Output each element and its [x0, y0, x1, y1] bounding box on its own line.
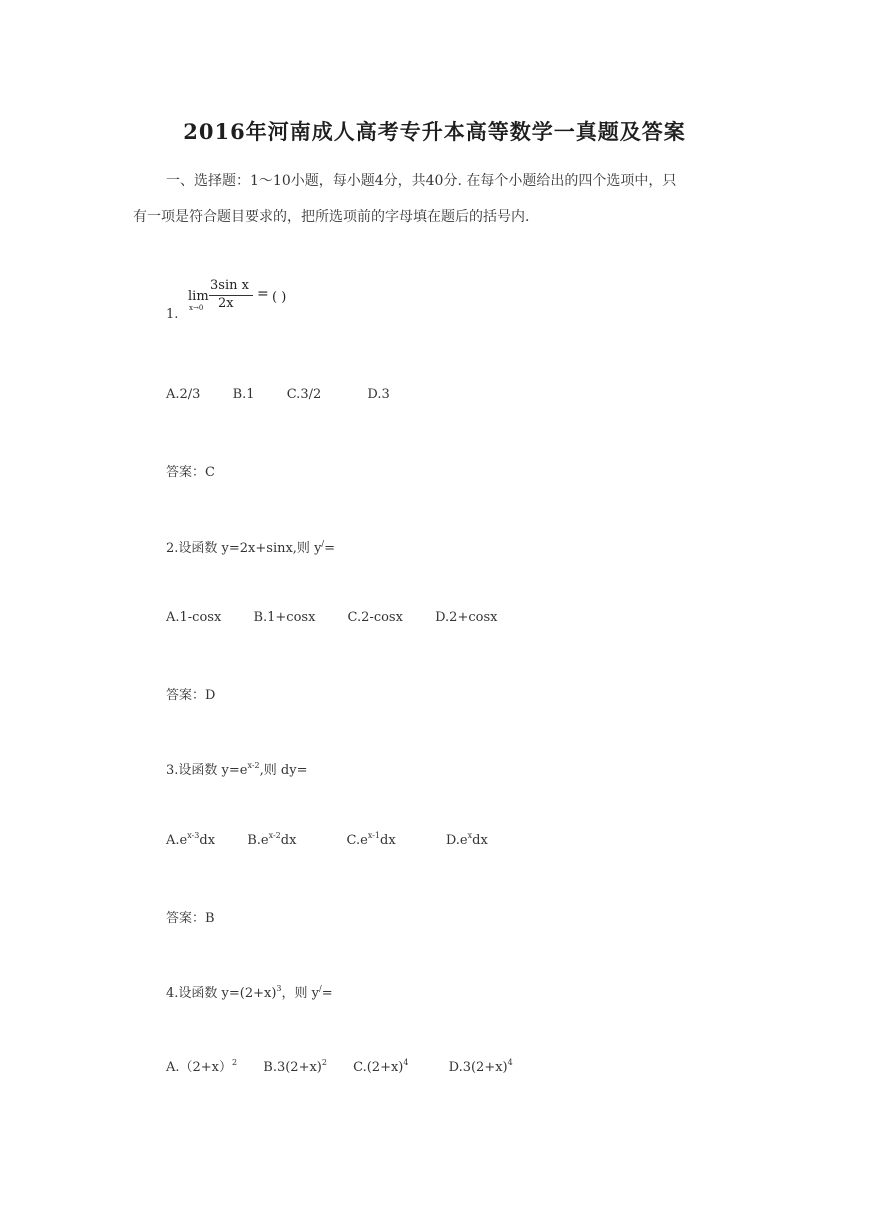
answer-parentheses: ( ) [272, 290, 287, 305]
option-b-base: B.3(2+x) [263, 1060, 322, 1075]
option-d-base: D.3(2+x) [448, 1060, 508, 1075]
q3-stem-text: 3.设函数 y=e [166, 763, 248, 778]
option-a-base: A.e [166, 833, 188, 848]
option-a: A.2/3 [166, 387, 201, 402]
option-a: A.1-cosx [166, 610, 222, 625]
option-d-exponent: x [467, 831, 473, 840]
q2-stem-text: 2.设函数 y=2x+sinx,则 y [166, 541, 322, 556]
question-3-options [166, 833, 488, 848]
question-2-options [166, 610, 497, 625]
option-b [247, 833, 296, 848]
option-b-differential: dx [280, 833, 297, 848]
option-c-base: C.(2+x) [353, 1060, 404, 1075]
option-b: B.1+cosx [253, 610, 316, 625]
option-a [166, 833, 215, 848]
q4-stem-text: 4.设函数 y=(2+x) [166, 986, 277, 1001]
q4-stem-mid: ，则 y [281, 986, 319, 1001]
question-3-answer: 答案：B [166, 911, 215, 926]
option-c-exponent: 4 [403, 1058, 409, 1067]
option-d-base: D.e [445, 833, 468, 848]
lim-subscript: x→0 [189, 304, 204, 312]
instructions-line-1: 一、选择题：1～10小题，每小题4分，共40分. 在每个小题给出的四个选项中，只 [166, 173, 677, 189]
option-c [347, 833, 396, 848]
lim-symbol: lim [188, 289, 209, 304]
question-3-stem [166, 759, 307, 778]
question-4-options [166, 1056, 513, 1075]
option-a-exponent: x-3 [187, 831, 200, 840]
q2-stem-tail: = [324, 541, 336, 556]
option-d [449, 1060, 513, 1075]
option-d-exponent: 4 [507, 1058, 513, 1067]
question-1-options [166, 387, 390, 402]
q3-stem-exponent: x-2 [247, 761, 260, 770]
q2-stem-prime: / [321, 539, 325, 548]
option-b-exponent: x-2 [268, 831, 281, 840]
option-b-exponent: 2 [321, 1058, 327, 1067]
option-c-differential: dx [380, 833, 396, 848]
option-d [446, 833, 488, 848]
option-a-differential: dx [199, 833, 216, 848]
question-2-answer: 答案：D [166, 688, 216, 703]
equals-sign: = [257, 286, 269, 302]
option-c: C.2-cosx [347, 610, 403, 625]
option-a [166, 1056, 237, 1075]
q4-stem-tail: = [321, 986, 333, 1001]
option-b [263, 1060, 327, 1075]
option-c-base: C.e [346, 833, 368, 848]
option-d: D.3 [367, 387, 390, 402]
page-title: 2016年河南成人高考专升本高等数学一真题及答案 [183, 119, 686, 144]
option-b-base: B.e [247, 833, 269, 848]
fraction-denominator: 2x [218, 296, 234, 311]
question-2-stem [166, 537, 335, 556]
question-4-stem [166, 982, 333, 1001]
option-d: D.2+cosx [435, 610, 498, 625]
question-1-number: 1. [166, 307, 179, 322]
question-1-answer: 答案：C [166, 465, 215, 480]
q4-stem-exponent: 3 [276, 984, 282, 993]
option-a-base: A.（2+x） [166, 1060, 233, 1075]
instructions-line-2: 有一项是符合题目要求的，把所选项前的字母填在题后的括号内. [133, 209, 530, 225]
option-c [353, 1060, 408, 1075]
option-c-exponent: x-1 [367, 831, 381, 840]
option-a-exponent: 2 [232, 1058, 238, 1067]
option-b: B.1 [232, 387, 255, 402]
option-d-differential: dx [472, 833, 488, 848]
q3-stem-tail: ,则 dy= [259, 763, 308, 778]
option-c: C.3/2 [286, 387, 322, 402]
fraction-numerator: 3sin x [210, 278, 249, 293]
q4-stem-prime: / [319, 984, 322, 993]
